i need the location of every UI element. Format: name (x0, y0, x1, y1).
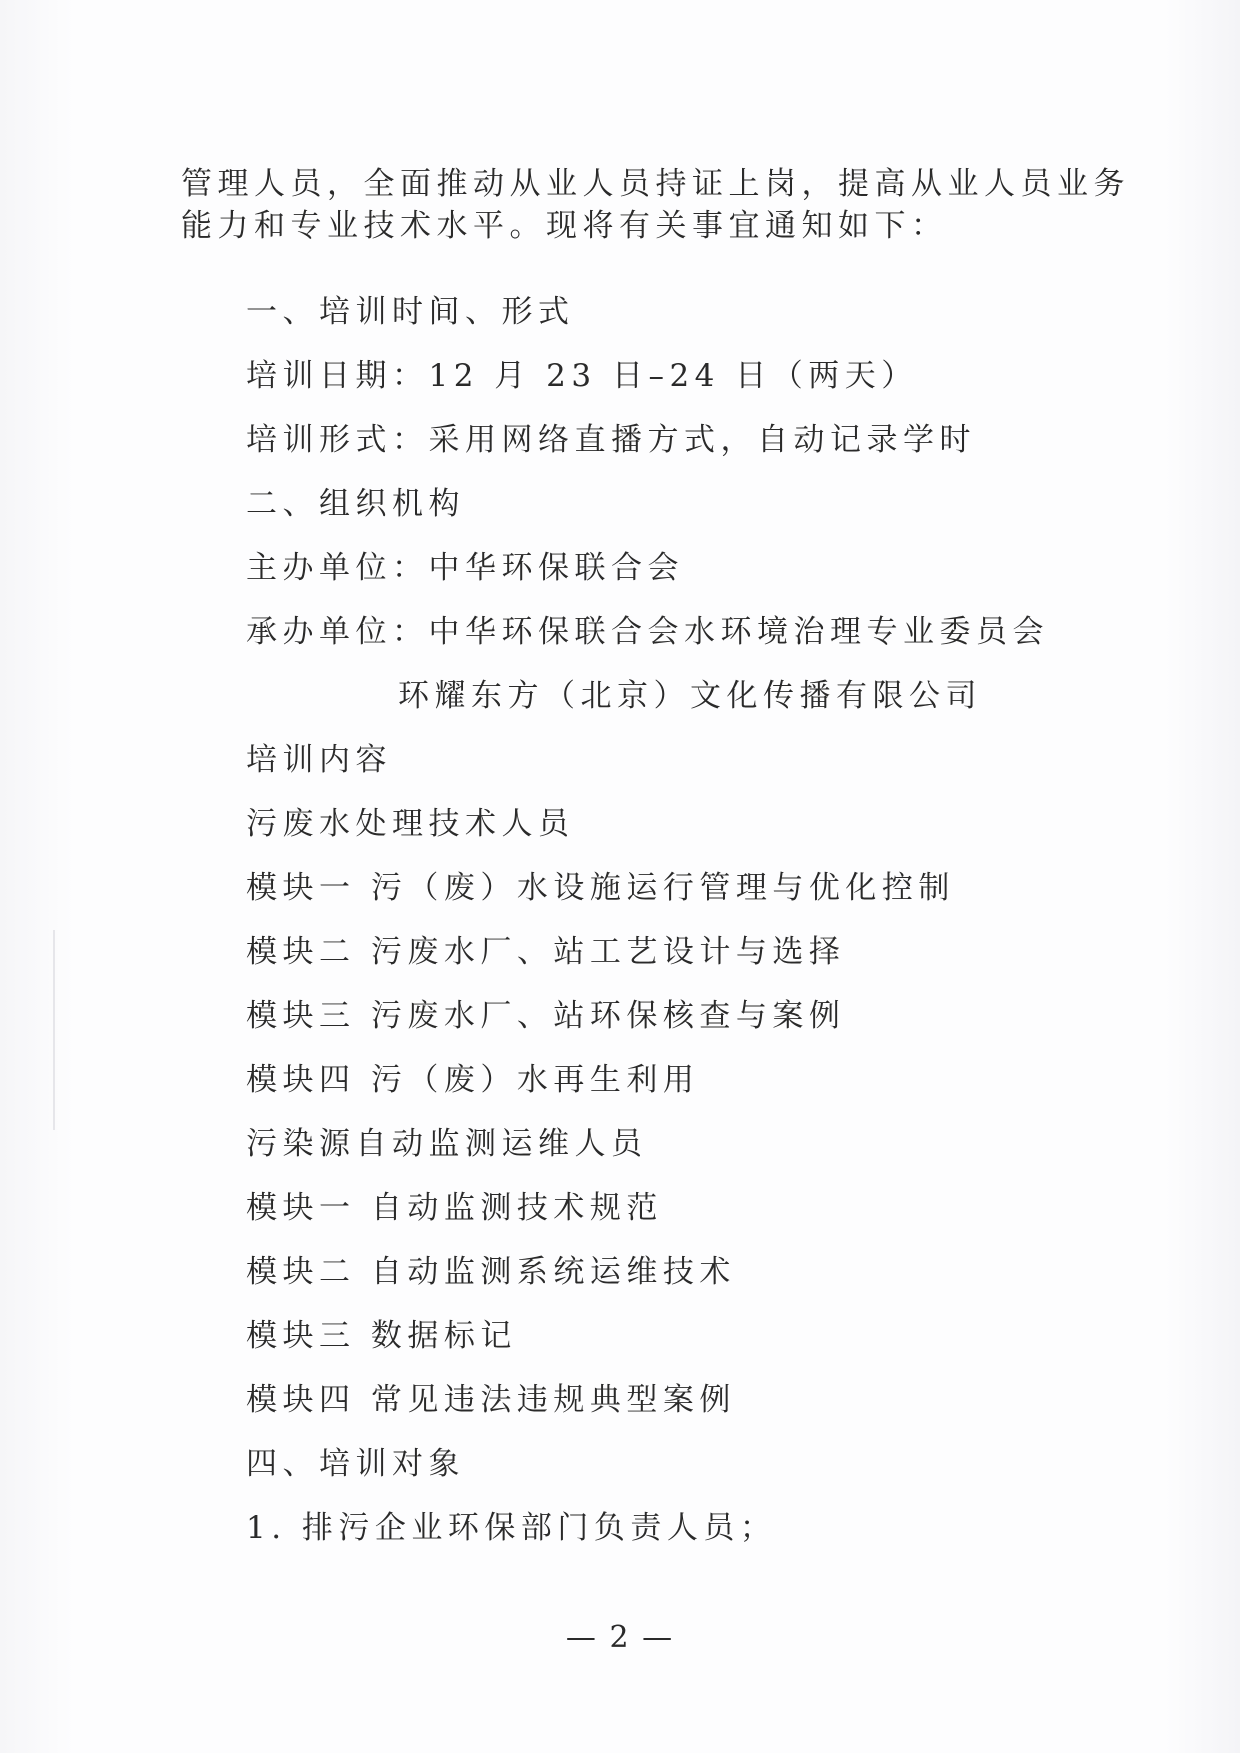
module-item: 模块三 数据标记 (246, 1318, 517, 1354)
module-item: 模块一 污（废）水设施运行管理与优化控制 (246, 870, 955, 906)
section-heading: 二、组织机构 (246, 486, 465, 522)
category-heading: 污染源自动监测运维人员 (246, 1126, 648, 1162)
module-item: 模块一 自动监测技术规范 (246, 1190, 663, 1226)
training-date: 培训日期：12 月 23 日–24 日（两天） (246, 358, 918, 394)
section-heading: 一、培训时间、形式 (246, 294, 575, 330)
list-item: 1. 排污企业环保部门负责人员； (246, 1510, 777, 1546)
host-unit: 主办单位：中华环保联合会 (246, 550, 684, 586)
organizer-unit: 承办单位：中华环保联合会水环境治理专业委员会 (246, 614, 1049, 650)
module-item: 模块四 污（废）水再生利用 (246, 1062, 700, 1098)
page-number: — 2 — (565, 1620, 675, 1655)
section-heading: 四、培训对象 (246, 1446, 465, 1482)
training-format: 培训形式：采用网络直播方式，自动记录学时 (246, 422, 976, 458)
organizer-unit-2: 环耀东方（北京）文化传播有限公司 (398, 678, 982, 714)
module-item: 模块三 污废水厂、站环保核查与案例 (246, 998, 846, 1034)
module-item: 模块四 常见违法违规典型案例 (246, 1382, 736, 1418)
category-heading: 污废水处理技术人员 (246, 806, 575, 842)
module-item: 模块二 自动监测系统运维技术 (246, 1254, 736, 1290)
module-item: 模块二 污废水厂、站工艺设计与选择 (246, 934, 846, 970)
paragraph-line: 能力和专业技术水平。现将有关事宜通知如下： (181, 208, 948, 244)
scan-artifact (53, 930, 55, 1130)
paragraph-line: 管理人员，全面推动从业人员持证上岗，提高从业人员业务 (181, 166, 1130, 202)
section-heading: 培训内容 (246, 742, 392, 778)
